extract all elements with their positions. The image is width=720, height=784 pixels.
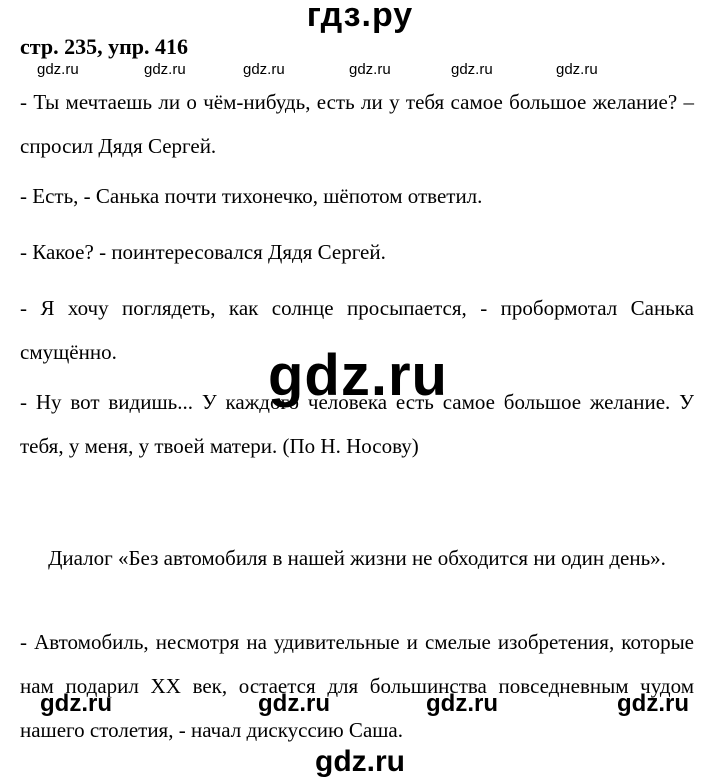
watermark-text: gdz.ru <box>258 690 330 717</box>
dialog-line-5: - Ну вот видишь... У каждого человека есть самое большое желание. У тебя, у меня, у твоей матери. (По Н. Носову) <box>20 390 694 458</box>
watermark-text: gdz.ru <box>349 61 391 78</box>
page-reference: стр. 235, упр. 416 <box>20 34 188 59</box>
watermark-text: gdz.ru <box>426 690 498 717</box>
dialog-paragraph: - Автомобиль, несмотря на удивительные и смелые изобретения, которые нам подарил XX век, остается для большинства повседневным чудом нашего столетия, - начал дискуссию Саша. <box>20 630 694 742</box>
watermark-text: gdz.ru <box>243 61 285 78</box>
watermark-text: gdz.ru <box>617 690 689 717</box>
watermark-text: gdz.ru <box>451 61 493 78</box>
watermark-text: gdz.ru <box>37 61 79 78</box>
footer-watermark: gdz.ru <box>315 745 405 778</box>
dialog-line-2: - Есть, - Санька почти тихонечко, шёпотом ответил. <box>20 184 483 208</box>
watermark-text: gdz.ru <box>556 61 598 78</box>
watermark-row <box>0 61 720 81</box>
dialog-line-1: - Ты мечтаешь ли о чём-нибудь, есть ли у тебя самое большое желание? – спросил Дядя Сергей. <box>20 90 694 158</box>
site-header-logo: гдз.ру <box>306 0 414 34</box>
dialog-line-4: - Я хочу поглядеть, как солнце просыпается, - пробормотал Санька смущённо. <box>20 296 694 364</box>
watermark-text: gdz.ru <box>144 61 186 78</box>
dialog-line-3: - Какое? - поинтересовался Дядя Сергей. <box>20 240 386 264</box>
watermark-large: gdz.ru <box>268 343 448 408</box>
dialog-title: Диалог «Без автомобиля в нашей жизни не обходится ни один день». <box>48 546 666 570</box>
watermark-text: gdz.ru <box>40 690 112 717</box>
